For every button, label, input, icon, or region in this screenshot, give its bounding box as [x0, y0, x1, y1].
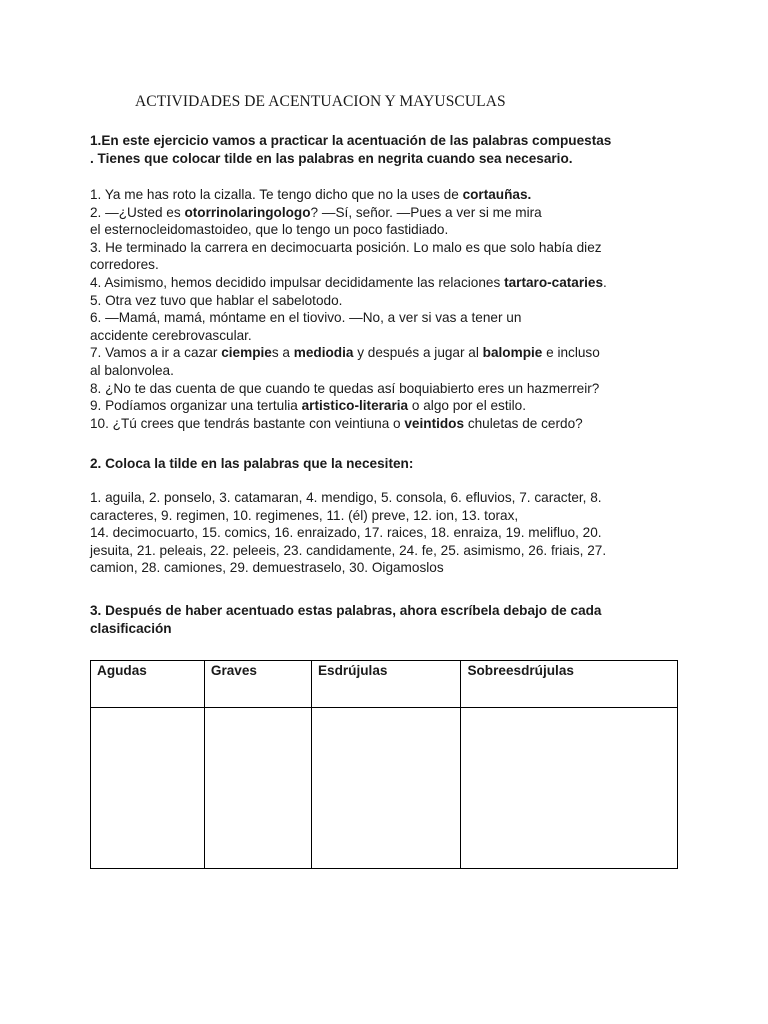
answer-cell-agudas[interactable] — [91, 708, 205, 869]
exercise-1-sentences — [90, 186, 690, 432]
sentence-text: 9. Podíamos organizar una tertulia — [90, 398, 302, 414]
exercise-2-heading — [90, 455, 690, 473]
q1-emphasis: la acentuación de las palabras compuestas — [331, 133, 612, 148]
q1-text: 1.En este ejercicio vamos a practicar — [90, 133, 332, 148]
sentence-3-cont: corredores. — [90, 257, 159, 273]
sentence-text: y después a jugar al — [353, 345, 483, 361]
word-list-line: jesuita, 21. peleais, 22. peleeis, 23. candidamente, 24. fe, 25. asimismo, 26. friais, 27. — [90, 542, 607, 558]
sentence-7 — [90, 344, 690, 362]
sentence-5: 5. Otra vez tuvo que hablar el sabelotodo. — [90, 292, 343, 308]
target-word: otorrinolaringologo — [184, 204, 311, 220]
q3-text: 3. Después de haber acentuado estas palabras, ahora escríbela debajo de cada — [90, 603, 602, 618]
sentence-9 — [90, 397, 690, 415]
sentence-text: 2. —¿Usted es — [90, 204, 185, 220]
document-title: ACTIVIDADES DE ACENTUACION Y MAYUSCULAS — [135, 93, 506, 110]
sentence-text: . — [603, 274, 607, 290]
sentence-text: e incluso — [542, 345, 600, 361]
q2-label: 2. Coloca la tilde — [90, 456, 198, 471]
sentence-6-cont: accidente cerebrovascular. — [90, 327, 252, 343]
q2-text: en las palabras que la necesiten: — [197, 456, 414, 471]
sentence-2 — [90, 204, 690, 222]
sentence-1 — [90, 186, 690, 204]
sentence-text: 7. Vamos a ir a cazar — [90, 345, 222, 361]
table-answer-row — [91, 708, 678, 869]
answer-cell-esdrujulas[interactable] — [311, 708, 460, 869]
col-agudas: Agudas — [91, 661, 205, 708]
sentence-4 — [90, 274, 690, 292]
word-list-line: camion, 28. camiones, 29. demuestraselo, 30. Oigamoslos — [90, 560, 444, 576]
sentence-7-cont: al balonvolea. — [90, 362, 174, 378]
target-word: ciempie — [221, 345, 272, 361]
exercise-2-word-list — [90, 489, 690, 577]
target-word: artistico-literaria — [301, 398, 409, 414]
answer-cell-sobreesdrujulas[interactable] — [461, 708, 678, 869]
exercise-1-instructions — [90, 132, 690, 167]
target-word: balompie — [482, 345, 543, 361]
col-graves: Graves — [204, 661, 311, 708]
sentence-text: 10. ¿Tú crees que tendrás bastante con veintiuna o — [90, 415, 405, 431]
target-word: mediodia — [293, 345, 354, 361]
q1-text: las palabras en negrita cuando sea necesario. — [271, 150, 573, 166]
q1-text: . Tienes que colocar — [90, 150, 225, 166]
sentence-text: s a — [271, 345, 294, 361]
word-list-line: 1. aguila, 2. ponselo, 3. catamaran, 4. mendigo, 5. consola, 6. efluvios, 7. caracter, 8. — [90, 490, 602, 505]
sentence-10 — [90, 415, 690, 433]
sentence-2-cont: el esternocleidomastoideo, que lo tengo un poco fastidiado. — [90, 222, 449, 238]
word-list-line: 14. decimocuarto, 15. comics, 16. enraizado, 17. raices, 18. enraiza, 19. melifluo, 20. — [90, 525, 602, 541]
q3-text: clasificación — [90, 620, 172, 636]
sentence-8: 8. ¿No te das cuenta de que cuando te quedas así boquiabierto eres un hazmerreir? — [90, 380, 600, 396]
q1-emphasis: tilde en — [224, 150, 272, 166]
sentence-6: 6. —Mamá, mamá, móntame en el tiovivo. —No, a ver si vas a tener un — [90, 310, 522, 326]
answer-cell-graves[interactable] — [204, 708, 311, 869]
col-sobreesdrujulas: Sobreesdrújulas — [461, 661, 678, 708]
col-esdrujulas: Esdrújulas — [311, 661, 460, 708]
sentence-text: 4. Asimismo, hemos decidido impulsar decididamente las relaciones — [90, 274, 505, 290]
table-header-row — [91, 661, 678, 708]
sentence-text: chuletas de cerdo? — [464, 415, 583, 431]
sentence-3: 3. He terminado la carrera en decimocuarta posición. Lo malo es que solo había diez — [90, 239, 602, 255]
word-list-line: caracteres, 9. regimen, 10. regimenes, 11. (él) preve, 12. ion, 13. torax, — [90, 507, 519, 523]
target-word: cortauñas. — [462, 187, 532, 202]
sentence-text: o algo por el estilo. — [408, 398, 527, 414]
sentence-text: ? —Sí, señor. —Pues a ver si me mira — [310, 204, 542, 220]
exercise-3-instructions — [90, 602, 690, 637]
target-word: tartaro-cataries — [504, 274, 604, 290]
target-word: veintidos — [404, 415, 465, 431]
sentence-text: 1. Ya me has roto la cizalla. Te tengo dicho que no la uses de — [90, 187, 463, 202]
classification-table — [90, 660, 678, 869]
